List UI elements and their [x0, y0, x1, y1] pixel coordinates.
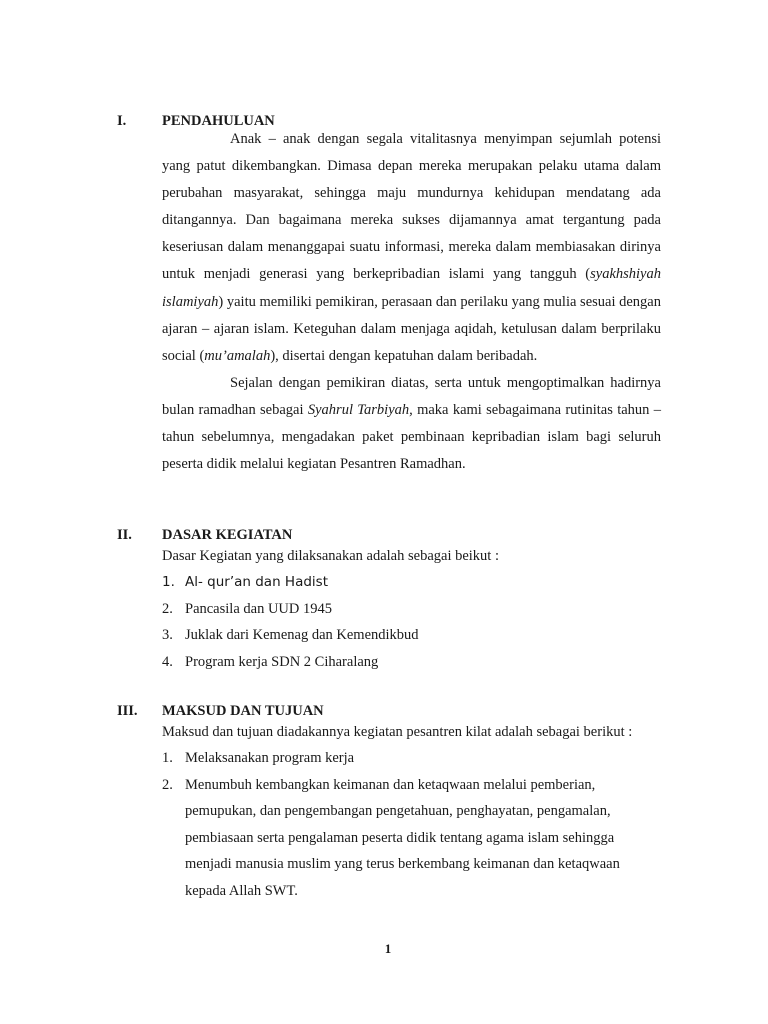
section-body [162, 126, 661, 478]
section-number: II. [117, 527, 132, 543]
list-item: 1. Melaksanakan program kerja [162, 750, 355, 766]
list-item: 1. Al- qur’an dan Hadist [162, 574, 328, 590]
section-number: I. [117, 113, 127, 129]
section-title: DASAR KEGIATAN [162, 527, 293, 543]
paragraph-ramadhan: Sejalan dengan pemikiran diatas, serta untuk mengoptimalkan hadirnya bulan ramadhan sebagai Syahrul Tarbiyah, maka kami sebagaimana rutinitas tahun – tahun sebelumnya, mengadakan paket pembinaan kepribadian islam bagi seluruh peserta didik melalui kegiatan Pesantren Ramadhan. [162, 374, 662, 473]
dasar-list [162, 569, 660, 675]
section-body [162, 543, 660, 675]
section-number: III. [117, 703, 138, 719]
list-item: 3. Juklak dari Kemenag dan Kemendikbud [162, 627, 419, 644]
section-lead: Maksud dan tujuan diadakannya kegiatan pesantren kilat adalah sebagai berikut : [162, 724, 633, 740]
section-title: PENDAHULUAN [162, 113, 275, 129]
list-item: 4. Program kerja SDN 2 Ciharalang [162, 653, 379, 670]
list-item: 2. Pancasila dan UUD 1945 [162, 600, 332, 617]
list-item: 2. Menumbuh kembangkan keimanan dan ketaqwaan melalui pemberian, pemupukan, dan pengembangan pengetahuan, penghayatan, pengamalan, pembiasaan serta pengalaman peserta didik tentang agama islam sehingga menjadi manusia muslim yang terus berkembang keimanan dan ketaqwaan kepada Allah SWT. [162, 776, 620, 899]
tujuan-list [162, 745, 660, 905]
paragraph-intro: Anak – anak dengan segala vitalitasnya menyimpan sejumlah potensi yang patut dikembangkan. Dimasa depan mereka merupakan pelaku utama dalam perubahan masyarakat, sehingga maju mundurnya kehidupan mendatang ada ditangannya. Dan bagaimana mereka sukses dijamannya amat tergantung pada keseriusan dalam menanggapai suatu informasi, mereka dalam membiasakan dirinya untuk menjadi generasi yang berkepribadian islami yang tangguh (syakhshiyah islamiyah) yaitu memiliki pemikiran, perasaan dan perilaku yang mulia sesuai dengan ajaran – ajaran islam. Keteguhan dalam menjaga aqidah, ketulusan dalam berprilaku social (mu’amalah), disertai dengan kepatuhan dalam beribadah. [162, 131, 661, 364]
section-body [162, 719, 660, 905]
page-number: 1 [384, 941, 392, 956]
section-title: MAKSUD DAN TUJUAN [162, 703, 324, 719]
section-lead: Dasar Kegiatan yang dilaksanakan adalah sebagai beikut : [162, 548, 499, 564]
